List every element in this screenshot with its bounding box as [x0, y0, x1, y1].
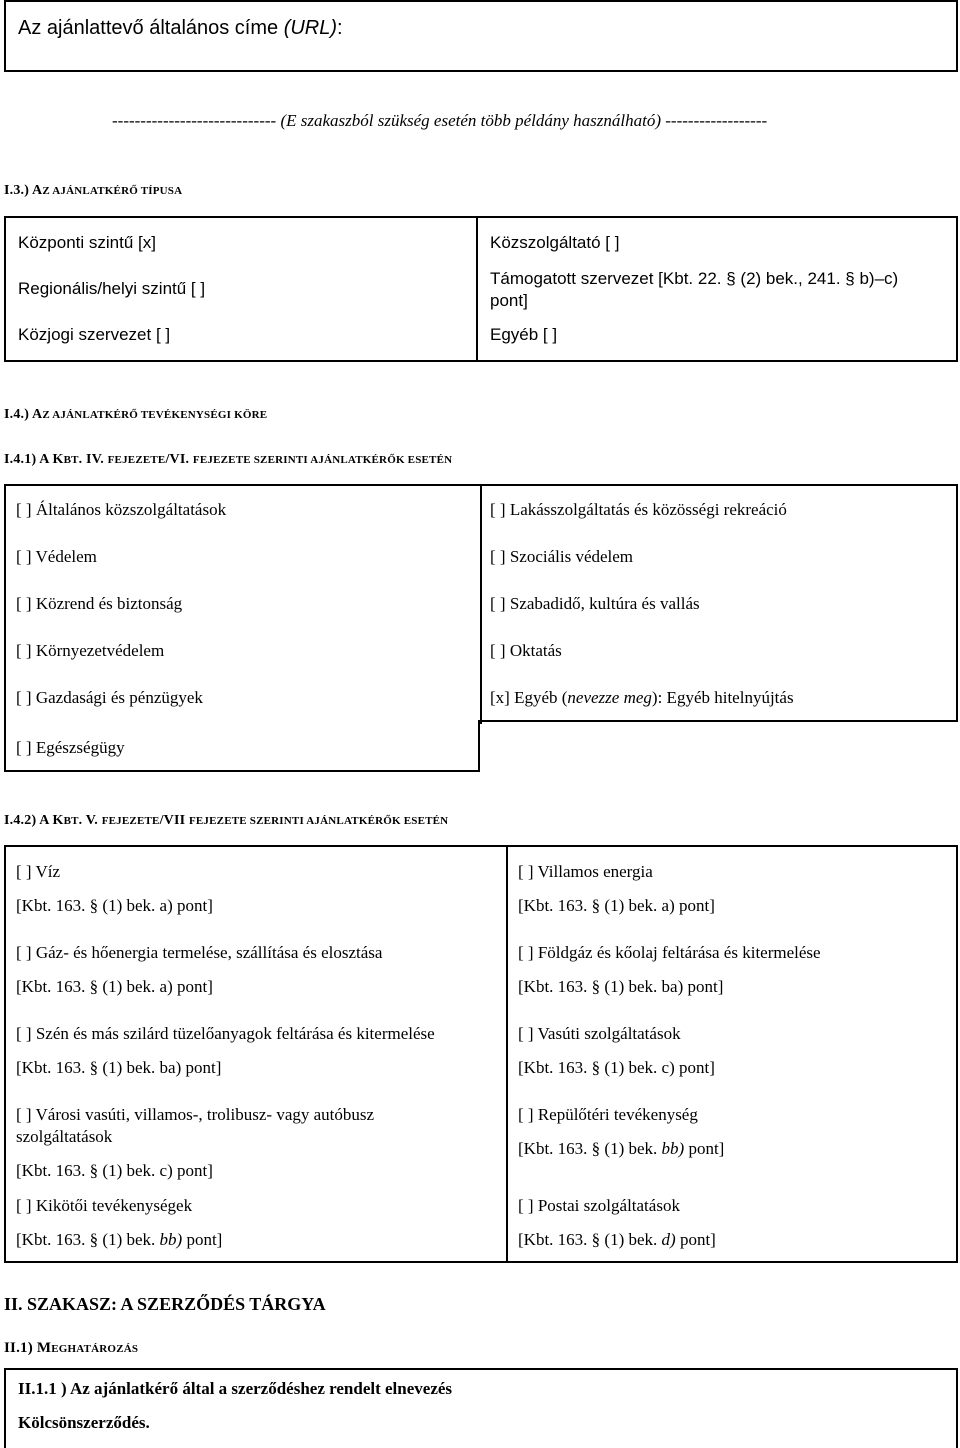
activity-recreation[interactable]: [ ] Szabadidő, kultúra és vallás — [490, 594, 700, 613]
activity-defence[interactable]: [ ] Védelem — [16, 547, 97, 566]
activity-economic[interactable]: [ ] Gazdasági és pénzügyek — [16, 688, 203, 707]
utility-urban-transport[interactable]: [ ] Városi vasúti, villamos-, trolibusz- vagy autóbusz — [16, 1105, 375, 1124]
activity-education[interactable]: [ ] Oktatás — [490, 641, 562, 660]
utility-port[interactable]: [ ] Kikötői tevékenységek — [16, 1196, 193, 1215]
activity-environment[interactable]: [ ] Környezetvédelem — [16, 641, 165, 660]
contract-name-box — [4, 1368, 958, 1448]
option-public-body[interactable]: Közjogi szervezet [ ] — [18, 325, 171, 344]
table-border-right — [956, 484, 958, 722]
activity-social[interactable]: [ ] Szociális védelem — [490, 547, 634, 566]
utility-gas-heat-ref: [Kbt. 163. § (1) bek. a) pont] — [16, 977, 213, 996]
heading-ii1: II.1) MEGHATÁROZÁS — [4, 1340, 139, 1356]
option-regional[interactable]: Regionális/helyi szintű [ ] — [18, 279, 206, 298]
utility-electricity[interactable]: [ ] Villamos energia — [518, 862, 653, 881]
contract-name-label: II.1.1 ) Az ajánlatkérő által a szerződéshez rendelt elnevezés — [18, 1379, 453, 1398]
contract-name-value: Kölcsönszerződés. — [18, 1413, 150, 1432]
heading-i41: I.4.1) A KBT. IV. FEJEZETE/VI. FEJEZETE SZERINTI AJÁNLATKÉRŐK ESETÉN — [4, 452, 453, 467]
activity-public-order[interactable]: [ ] Közrend és biztonság — [16, 594, 183, 613]
column-divider — [480, 486, 482, 724]
heading-i3: I.3.) AZ AJÁNLATKÉRŐ TÍPUSA — [4, 183, 183, 198]
option-central[interactable]: Központi szintű [x] — [18, 233, 156, 252]
contracting-authority-type-table — [4, 216, 958, 362]
activity-health[interactable]: [ ] Egészségügy — [16, 738, 125, 757]
section-separator-note: ----------------------------- (E szakaszból szükség esetén több példány használható) ------------------ — [112, 111, 768, 130]
utility-electricity-ref: [Kbt. 163. § (1) bek. a) pont] — [518, 896, 715, 915]
utility-postal[interactable]: [ ] Postai szolgáltatások — [518, 1196, 680, 1215]
option-other[interactable]: Egyéb [ ] — [490, 325, 558, 344]
utility-postal-ref: [Kbt. 163. § (1) bek. d) pont] — [518, 1230, 716, 1249]
utility-coal-ref: [Kbt. 163. § (1) bek. ba) pont] — [16, 1058, 222, 1077]
column-divider — [506, 847, 508, 1261]
url-label: Az ajánlattevő általános címe (URL): — [18, 17, 343, 39]
table-border-mid — [478, 720, 958, 722]
table-border-lower — [478, 720, 480, 772]
utility-oil-gas-ref: [Kbt. 163. § (1) bek. ba) pont] — [518, 977, 724, 996]
table-border-left — [4, 720, 6, 772]
utility-airport[interactable]: [ ] Repülőtéri tevékenység — [518, 1105, 698, 1124]
activity-general[interactable]: [ ] Általános közszolgáltatások — [16, 500, 227, 519]
column-divider — [476, 218, 478, 360]
activity-housing[interactable]: [ ] Lakásszolgáltatás és közösségi rekreáció — [490, 500, 787, 519]
utility-gas-heat[interactable]: [ ] Gáz- és hőenergia termelése, szállítása és elosztása — [16, 943, 383, 962]
utility-airport-ref: [Kbt. 163. § (1) bek. bb) pont] — [518, 1139, 725, 1158]
url-box — [4, 0, 958, 72]
option-utility[interactable]: Közszolgáltató [ ] — [490, 233, 620, 252]
option-subsidised[interactable]: Támogatott szervezet [Kbt. 22. § (2) bek., 241. § b)–c) — [490, 269, 899, 288]
utility-coal[interactable]: [ ] Szén és más szilárd tüzelőanyagok feltárása és kitermelése — [16, 1024, 435, 1043]
heading-i42: I.4.2) A KBT. V. FEJEZETE/VII FEJEZETE SZERINTI AJÁNLATKÉRŐK ESETÉN — [4, 813, 449, 828]
option-subsidised-cont: pont] — [490, 291, 528, 310]
activity-other[interactable]: [x] Egyéb (nevezze meg): Egyéb hitelnyújtás — [490, 688, 794, 707]
heading-section-ii: II. SZAKASZ: A SZERZŐDÉS TÁRGYA — [4, 1294, 326, 1314]
heading-i4: I.4.) AZ AJÁNLATKÉRŐ TEVÉKENYSÉGI KÖRE — [4, 407, 268, 422]
utility-port-ref: [Kbt. 163. § (1) bek. bb) pont] — [16, 1230, 223, 1249]
utility-urban-transport-cont: szolgáltatások — [16, 1127, 113, 1146]
utility-water-ref: [Kbt. 163. § (1) bek. a) pont] — [16, 896, 213, 915]
utility-rail[interactable]: [ ] Vasúti szolgáltatások — [518, 1024, 681, 1043]
table-border-bottom — [4, 770, 480, 772]
utility-water[interactable]: [ ] Víz — [16, 862, 61, 881]
utility-rail-ref: [Kbt. 163. § (1) bek. c) pont] — [518, 1058, 715, 1077]
utility-oil-gas[interactable]: [ ] Földgáz és kőolaj feltárása és kitermelése — [518, 943, 821, 962]
utility-urban-transport-ref: [Kbt. 163. § (1) bek. c) pont] — [16, 1161, 213, 1180]
